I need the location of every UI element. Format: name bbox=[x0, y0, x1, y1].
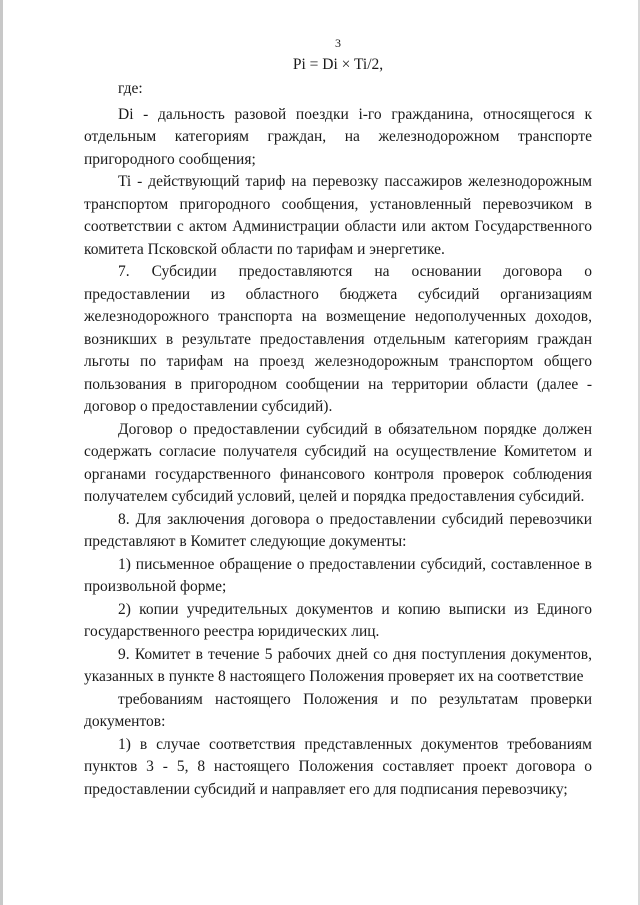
list-item-written-request: 1) письменное обращение о предоставлении субсидий, составленное в произвольной форме; bbox=[84, 555, 592, 595]
page-number: 3 bbox=[335, 36, 341, 50]
paragraph-clause-7: 7. Субсидии предоставляются на основании договора о предоставлении из областного бюджета субсидий организациям железнодорожного транспорта на возмещение недополученных доходов, возникших в результате предоставления отдельным категориям граждан льготы по тарифам на проезд железнодорожным транспортом общего пользования в пригородном сообщении на территории области (далее - договор о предоставлении субсидий). bbox=[84, 263, 592, 415]
list-item-compliance-case: 1) в случае соответствия представленных документов требованиям пунктов 3 - 5, 8 настоящего Положения составляет проект договора о предоставлении субсидий и направляет его для подписания перевозчику; bbox=[84, 735, 592, 798]
paragraph-definition-ti: Ti - действующий тариф на перевозку пассажиров железнодорожным транспортом пригородного сообщения, установленный перевозчиком в соответствии с актом Администрации области или актом Государственного комитета Псковской области по тарифам и энергетике. bbox=[84, 173, 592, 258]
document-body bbox=[84, 78, 592, 801]
list-item-founding-documents: 2) копии учредительных документов и копию выписки из Единого государственного реестра юридических лиц. bbox=[84, 600, 592, 640]
paragraph-clause-9: 9. Комитет в течение 5 рабочих дней со дня поступления документов, указанных в пункте 8 настоящего Положения проверяет их на соответствие bbox=[84, 645, 592, 685]
paragraph-definition-di: Di - дальность разовой поездки i-го гражданина, относящегося к отдельным категориям граждан, на железнодорожном транспорте пригородного сообщения; bbox=[84, 105, 592, 168]
paragraph-clause-8: 8. Для заключения договора о предоставлении субсидий перевозчики представляют в Комитет следующие документы: bbox=[84, 510, 592, 550]
scan-edge-left bbox=[0, 0, 3, 905]
paragraph-agreement-content: Договор о предоставлении субсидий в обязательном порядке должен содержать согласие получателя субсидий на осуществление Комитетом и органами государственного финансового контроля проверок соблюдения получателем субсидий условий, целей и порядка предоставления субсидий. bbox=[84, 420, 592, 505]
formula: Pi = Di × Ti/2, bbox=[292, 56, 384, 73]
paragraph-clause-9-continued: требованиям настоящего Положения и по результатам проверки документов: bbox=[84, 690, 592, 730]
paragraph-where: где: bbox=[118, 80, 143, 97]
